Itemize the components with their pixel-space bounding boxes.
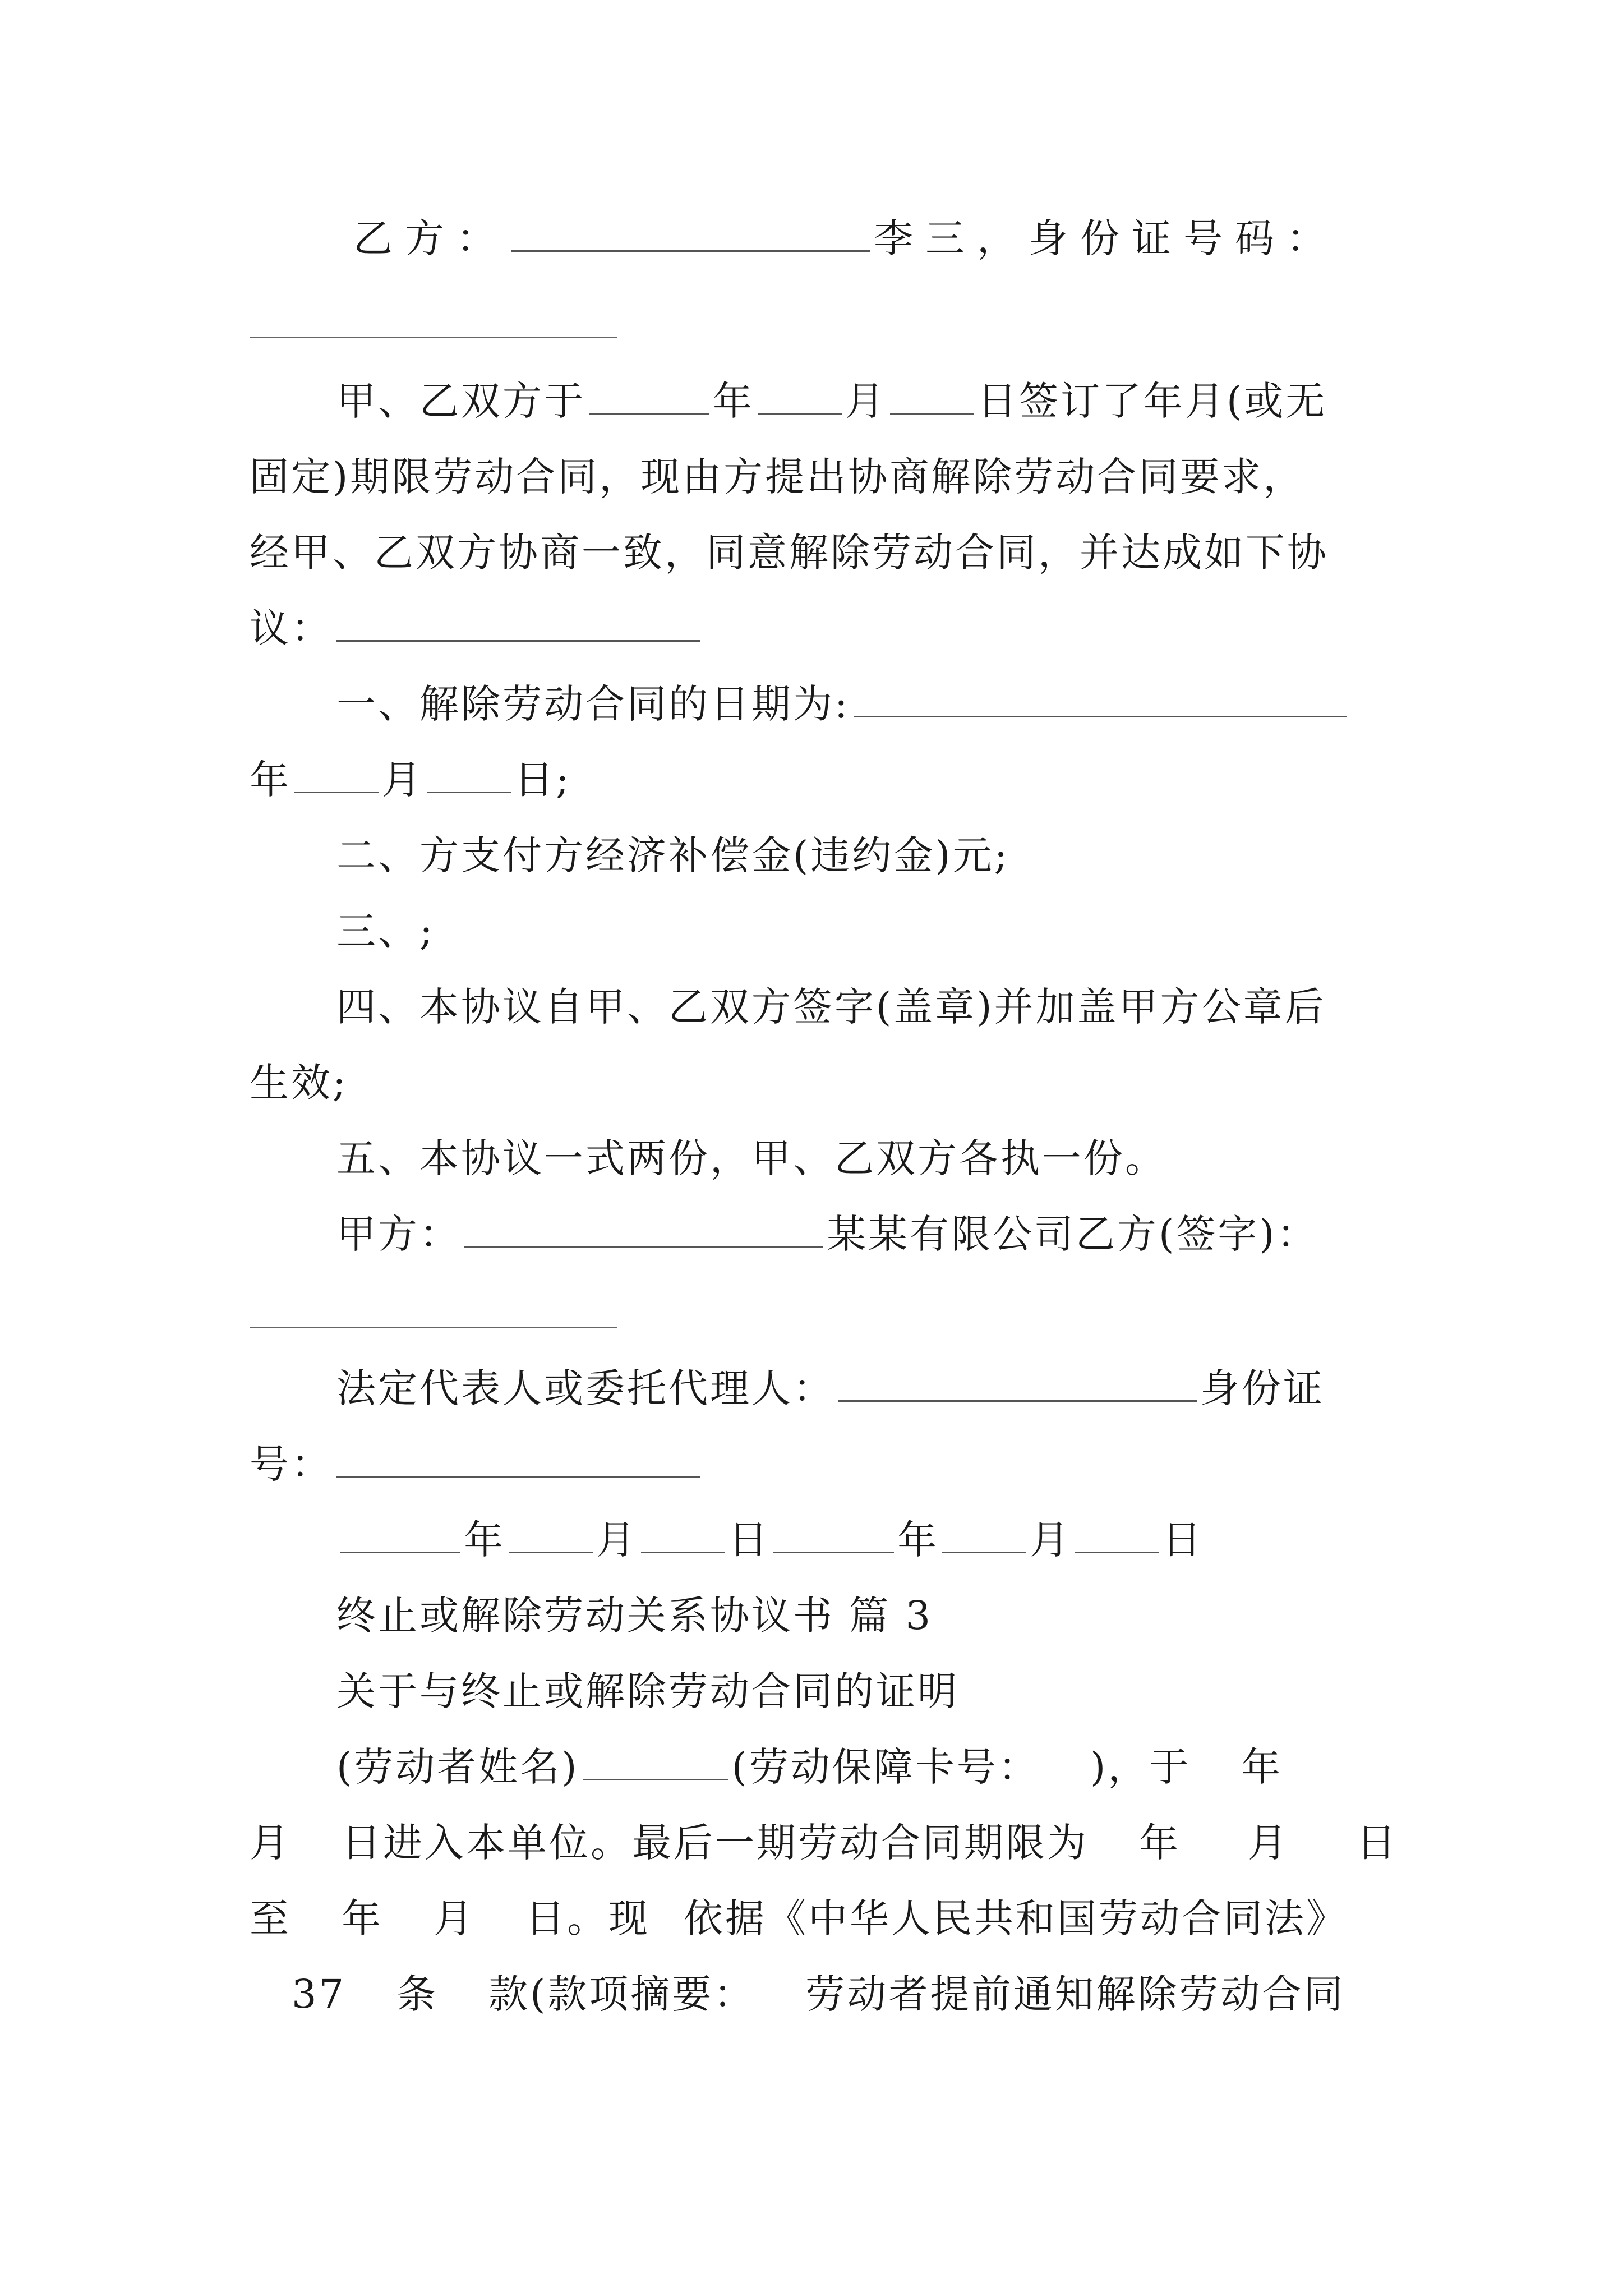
term-year: 年 <box>1139 1820 1181 1866</box>
body-line-4: 固定)期限劳动合同，现由方提出协商解除劳动合同要求， <box>250 454 1305 500</box>
clause-four-cont: 生效; <box>250 1060 348 1106</box>
intro-month: 月 <box>845 378 887 424</box>
sign-dates-line <box>336 1512 1481 1568</box>
to-label: 至 <box>250 1895 291 1941</box>
agreement-blank <box>336 605 700 642</box>
id-number-blank <box>250 337 617 338</box>
day-blank-2 <box>427 757 511 793</box>
sign-day-a: 日 <box>728 1517 770 1563</box>
clause-three: 三、; <box>336 908 435 954</box>
end-year: 年 <box>342 1895 383 1941</box>
id-label-a: 身份证 <box>1200 1365 1325 1411</box>
party-b-label: 乙方： <box>353 215 508 261</box>
end-month: 月 <box>434 1895 475 1941</box>
day-blank <box>890 378 974 415</box>
certificate-line-2 <box>250 1815 1398 1871</box>
sign-year-blank-a <box>340 1517 460 1553</box>
sign-month-b: 月 <box>1030 1517 1071 1563</box>
intro-text-a: 甲、乙双方于 <box>336 378 585 424</box>
date-day: 日; <box>514 757 571 803</box>
agreement-intro-line <box>336 373 1481 429</box>
intro-text-d: 日签订了年月(或无 <box>978 378 1327 424</box>
sign-month-blank-b <box>942 1517 1026 1553</box>
representative-label: 法定代表人或委托代理人： <box>336 1365 834 1411</box>
card-number-label: (劳动保障卡号： <box>731 1744 1040 1790</box>
intro-year: 年 <box>713 378 754 424</box>
law-reference: 依据《中华人民共和国劳动合同法》 <box>684 1895 1348 1941</box>
sign-day-blank-a <box>641 1517 725 1553</box>
month-blank-2 <box>294 757 379 793</box>
clause-one-date-line <box>250 752 1394 808</box>
representative-blank <box>838 1365 1197 1402</box>
sign-month-a: 月 <box>596 1517 638 1563</box>
body-line-5: 经甲、乙双方协商一致，同意解除劳动合同，并达成如下协 <box>250 530 1329 576</box>
party-a-label: 甲方： <box>336 1211 461 1257</box>
join-month: 月 <box>250 1820 291 1866</box>
date-year: 年 <box>250 757 291 803</box>
certificate-line-4 <box>292 1966 1436 2022</box>
article-label: 条 <box>396 1971 439 2017</box>
clause-summary-label: 款(款项摘要： <box>488 1971 755 2017</box>
certificate-line-1 <box>336 1739 1481 1795</box>
clause-one-line <box>336 676 1481 732</box>
company-party-b-sign: 某某有限公司乙方(签字)： <box>827 1211 1318 1257</box>
party-b-line <box>353 210 1402 266</box>
signatures-line <box>336 1206 1481 1262</box>
termination-date-blank <box>854 681 1347 717</box>
clause-five: 五、本协议一式两份，甲、乙双方各执一份。 <box>336 1135 1166 1181</box>
join-year: 年 <box>1241 1744 1283 1790</box>
id-number-line <box>250 1436 1394 1492</box>
clause-summary-text: 劳动者提前通知解除劳动合同 <box>805 1971 1345 2017</box>
article-number: 37 <box>292 1971 347 2017</box>
certificate-title: 关于与终止或解除劳动合同的证明 <box>336 1668 959 1714</box>
agreement-label: 议： <box>250 605 333 651</box>
contract-term-text: 日进入本单位。最后一期劳动合同期限为 <box>342 1820 1089 1866</box>
sign-month-blank-a <box>509 1517 593 1553</box>
term-month: 月 <box>1248 1820 1289 1866</box>
join-text: )，于 <box>1090 1744 1191 1790</box>
party-a-blank <box>464 1211 823 1248</box>
clause-two: 二、方支付方经济补偿金(违约金)元; <box>336 832 1010 878</box>
representative-line <box>336 1360 1481 1416</box>
worker-name-label: (劳动者姓名) <box>336 1744 579 1790</box>
worker-name-blank <box>583 1744 728 1780</box>
sign-day-blank-b <box>1075 1517 1159 1553</box>
sign-year-b: 年 <box>897 1517 939 1563</box>
term-day: 日 <box>1357 1820 1398 1866</box>
clause-four: 四、本协议自甲、乙双方签字(盖章)并加盖甲方公章后 <box>336 984 1326 1030</box>
party-b-sign-blank <box>250 1327 617 1328</box>
party-b-blank <box>511 215 870 252</box>
party-b-name-id: 李三，身份证号码： <box>874 215 1338 261</box>
year-blank <box>589 378 709 415</box>
id-number-blank-2 <box>336 1441 700 1478</box>
end-day-now: 日。现 <box>525 1895 650 1941</box>
sign-year-blank-b <box>773 1517 894 1553</box>
sign-year-a: 年 <box>464 1517 505 1563</box>
month-blank <box>758 378 842 415</box>
section-heading: 终止或解除劳动关系协议书 篇 3 <box>336 1593 933 1639</box>
body-line-6 <box>250 600 1394 656</box>
sign-day-b: 日 <box>1162 1517 1204 1563</box>
id-label-b: 号： <box>250 1441 333 1487</box>
date-month: 月 <box>382 757 423 803</box>
clause-one-text: 一、解除劳动合同的日期为: <box>336 681 850 727</box>
certificate-line-3 <box>250 1890 1394 1947</box>
